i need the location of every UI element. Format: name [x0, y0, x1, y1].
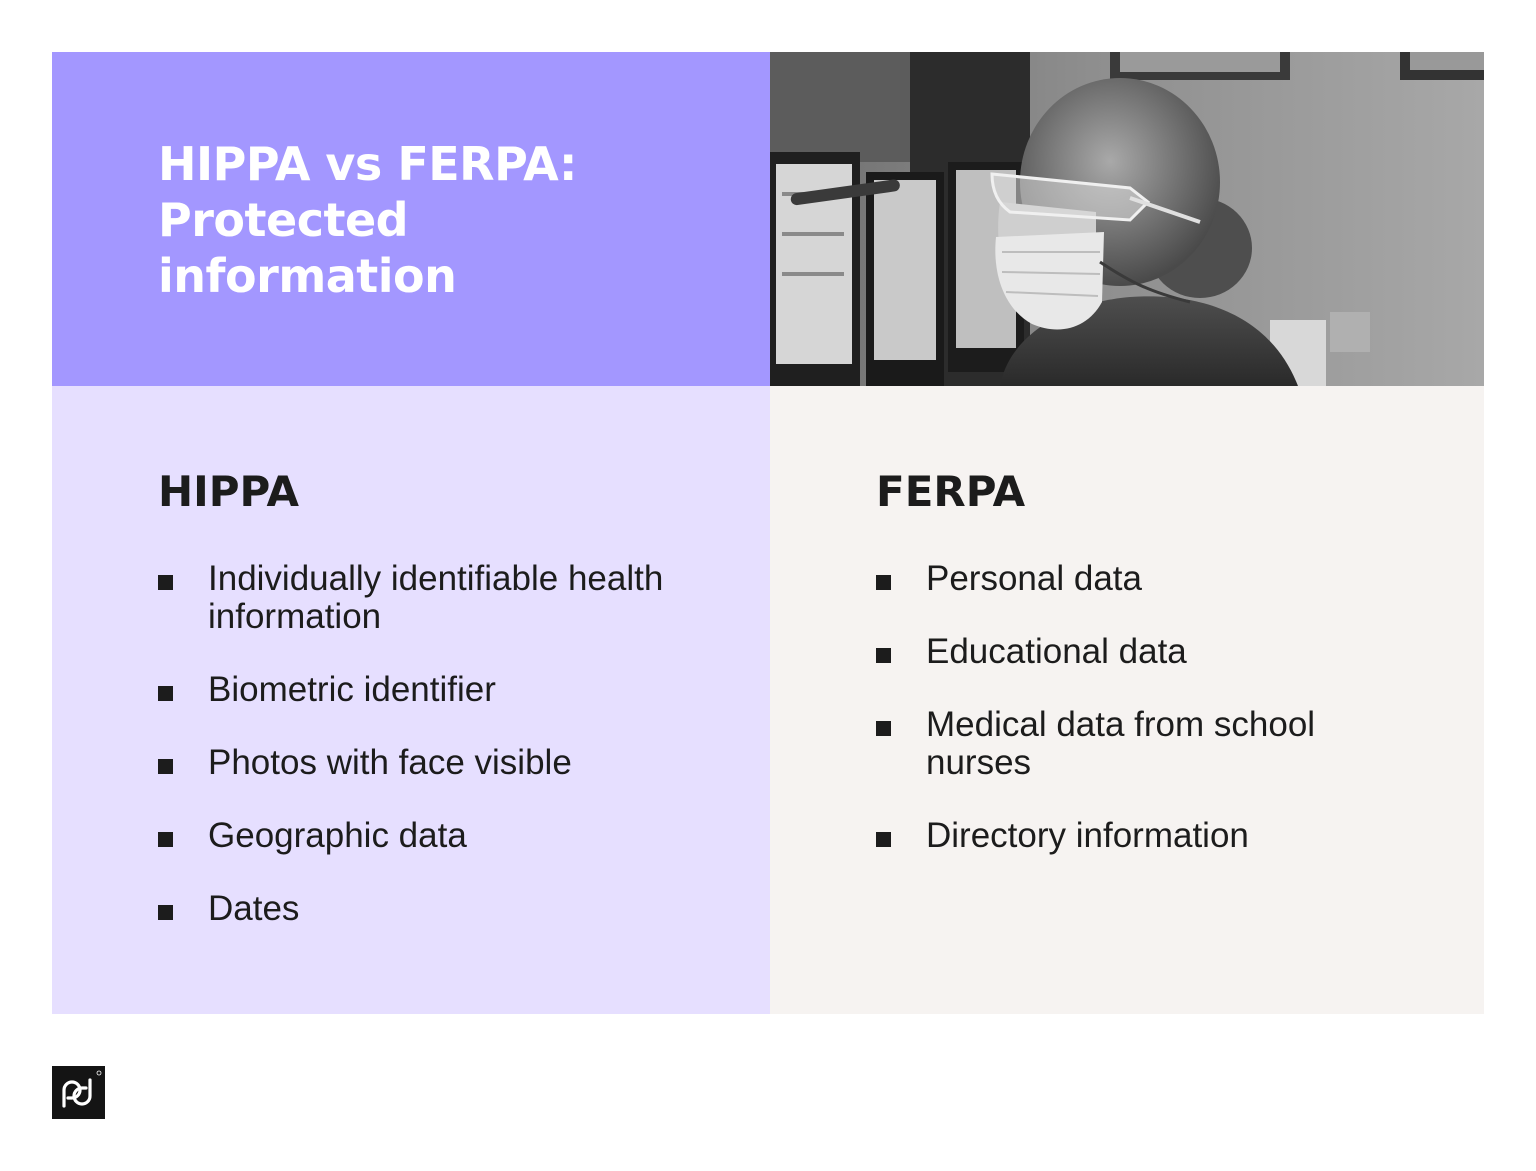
list-item	[158, 560, 678, 636]
hippa-column	[52, 386, 770, 1014]
list-item-text: Personal data	[926, 559, 1142, 598]
infographic-card	[52, 52, 1484, 1014]
list-item-text: Educational data	[926, 632, 1187, 671]
list-item	[158, 890, 678, 928]
square-bullet-icon	[876, 575, 891, 590]
list-item-text: Directory information	[926, 816, 1249, 855]
hippa-list	[158, 560, 678, 963]
list-item	[876, 633, 1396, 671]
square-bullet-icon	[876, 648, 891, 663]
list-item-text: Dates	[208, 889, 300, 928]
list-item-text: Individually identifiable health information	[208, 559, 664, 636]
square-bullet-icon	[158, 759, 173, 774]
ferpa-list	[876, 560, 1396, 890]
healthcare-worker-photo	[770, 52, 1484, 386]
square-bullet-icon	[158, 575, 173, 590]
page-title	[158, 136, 577, 304]
title-line-1: HIPPA vs FERPA:	[158, 137, 577, 191]
list-item	[876, 706, 1396, 782]
square-bullet-icon	[158, 686, 173, 701]
list-item	[876, 560, 1396, 598]
title-line-2: Protected	[158, 193, 409, 247]
title-line-3: information	[158, 249, 457, 303]
list-item	[158, 671, 678, 709]
list-item-text: Medical data from school nurses	[926, 705, 1316, 782]
list-item	[158, 817, 678, 855]
square-bullet-icon	[158, 905, 173, 920]
brand-logo-icon	[52, 1066, 105, 1119]
list-item-text: Biometric identifier	[208, 670, 496, 709]
square-bullet-icon	[876, 721, 891, 736]
hippa-heading: HIPPA	[158, 467, 299, 516]
list-item-text: Geographic data	[208, 816, 467, 855]
square-bullet-icon	[876, 832, 891, 847]
list-item	[158, 744, 678, 782]
square-bullet-icon	[158, 832, 173, 847]
list-item	[876, 817, 1396, 855]
list-item-text: Photos with face visible	[208, 743, 572, 782]
ferpa-column	[770, 386, 1484, 1014]
title-panel	[52, 52, 770, 386]
ferpa-heading: FERPA	[876, 467, 1026, 516]
